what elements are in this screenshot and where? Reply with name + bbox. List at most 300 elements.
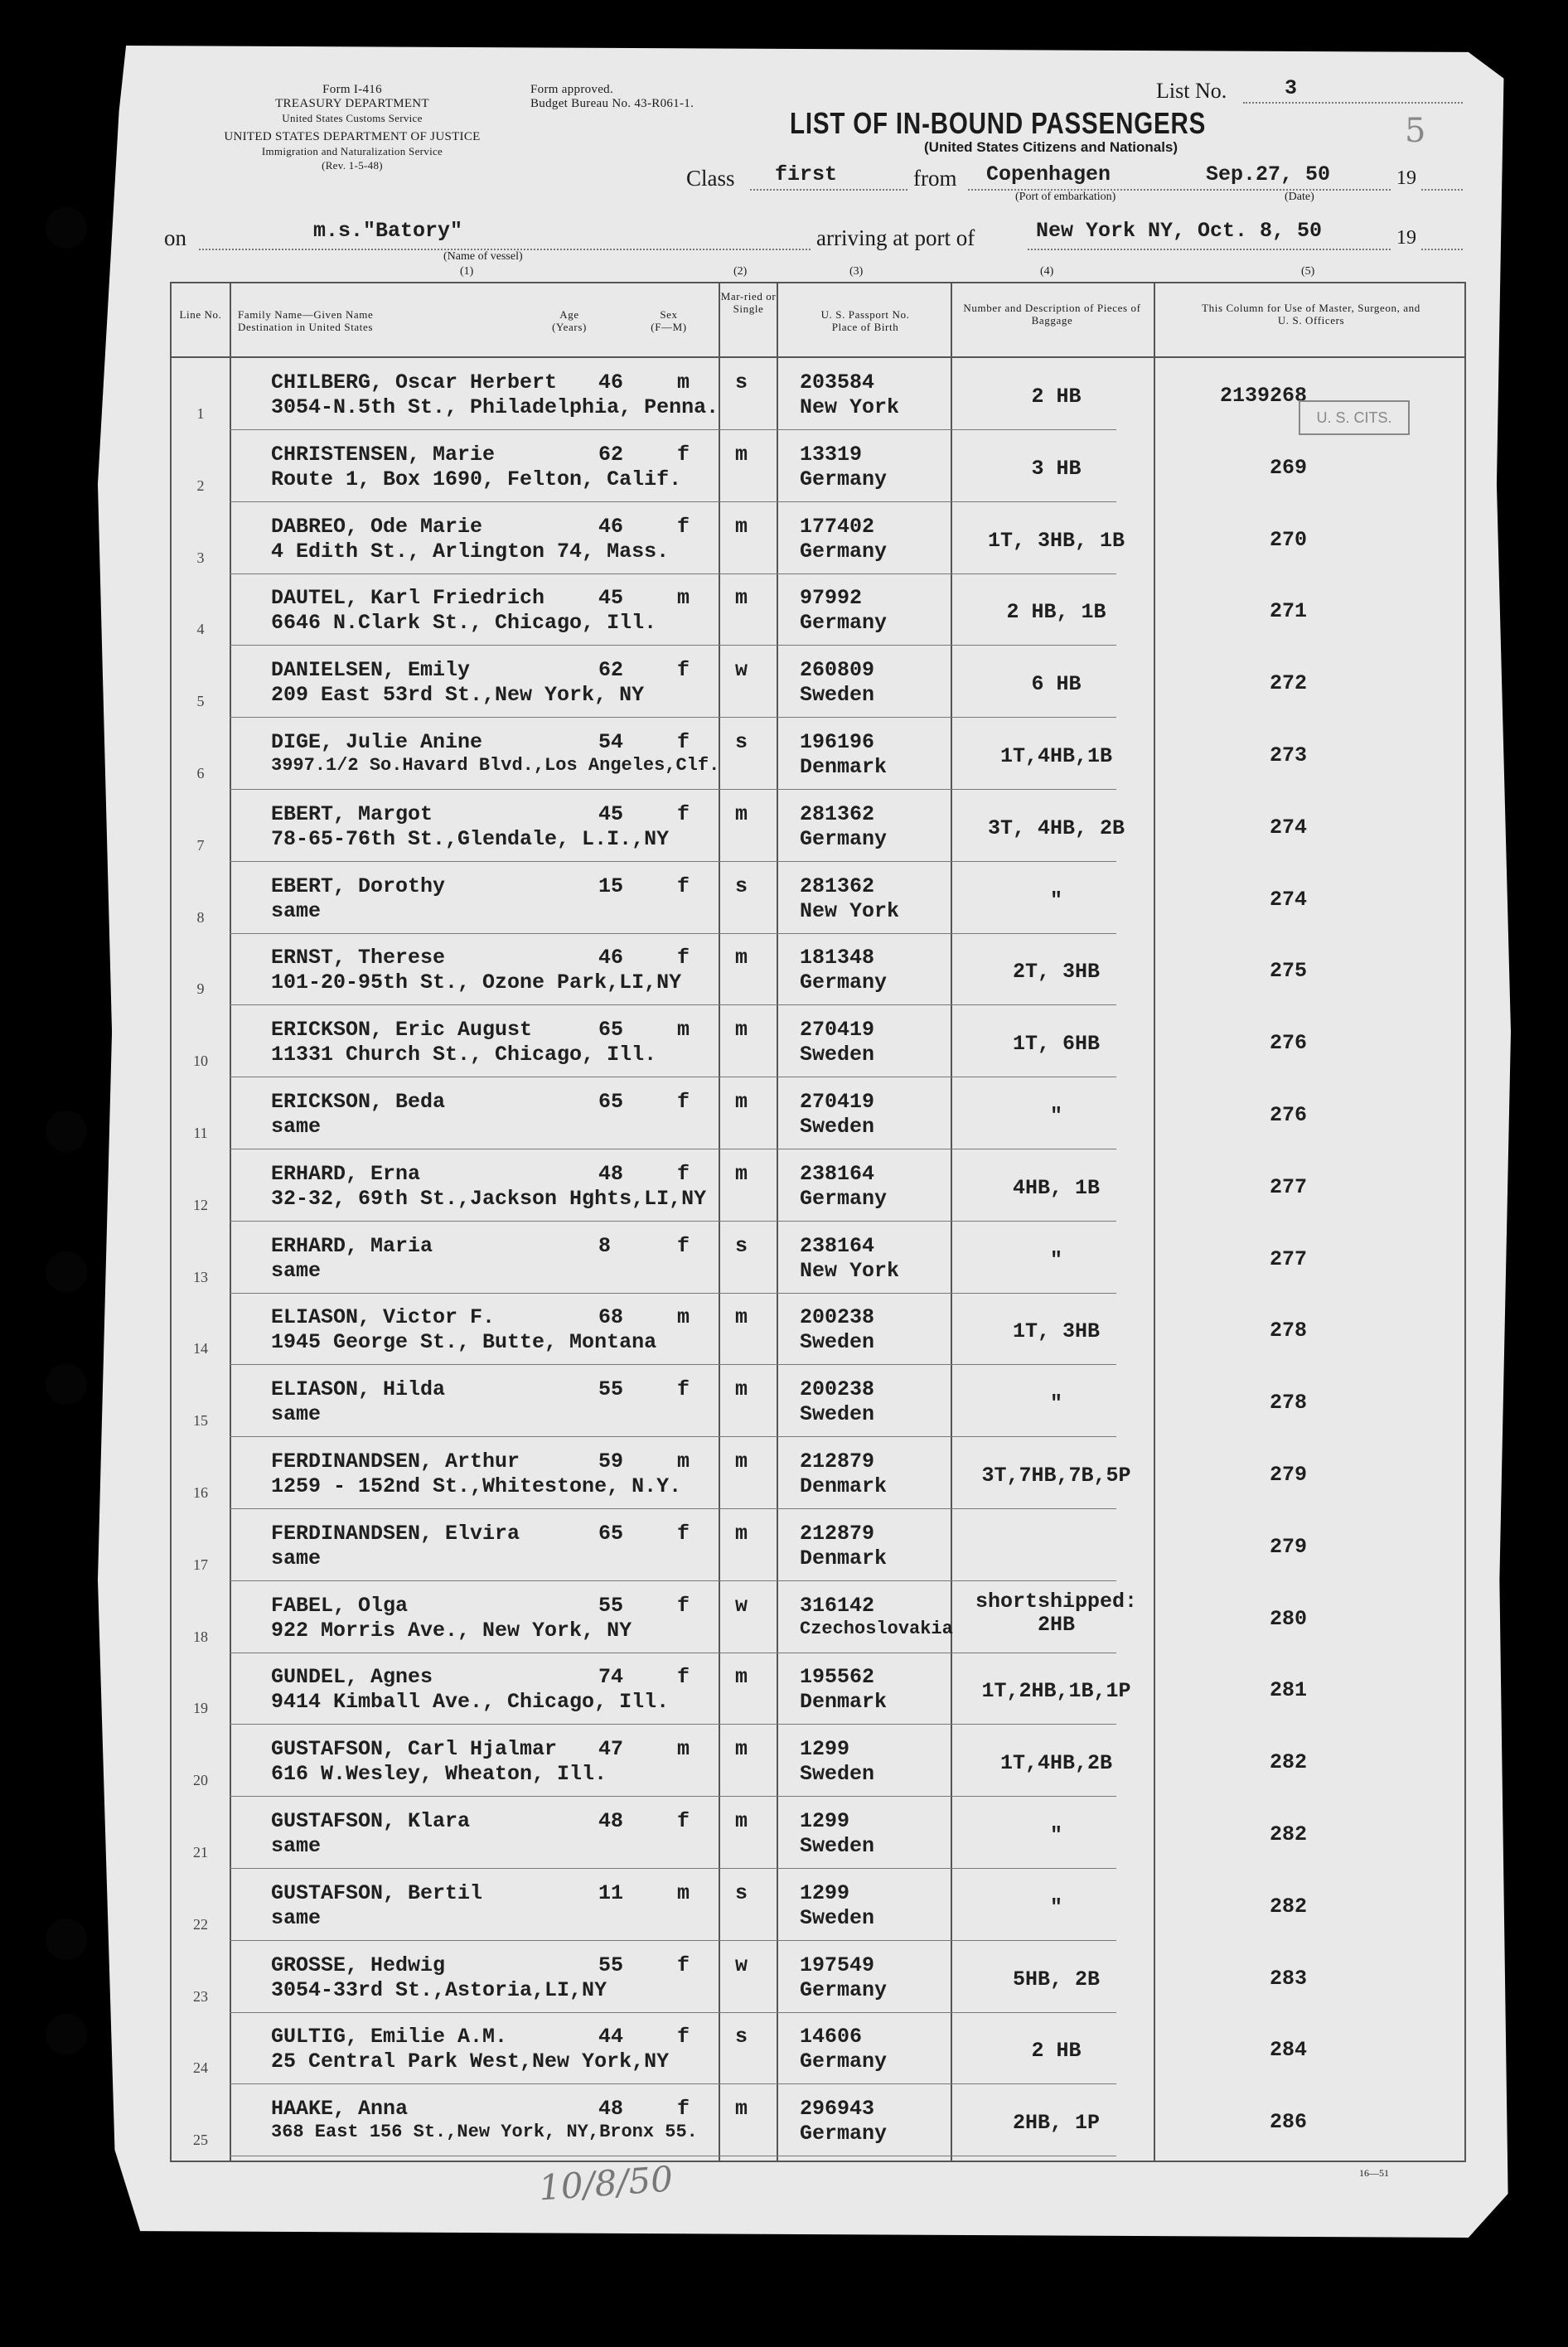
marital-status: m [735, 1018, 748, 1043]
destination: 11331 Church St., Chicago, Ill. [271, 1043, 657, 1067]
age: 55 [598, 1953, 624, 1977]
destination: Route 1, Box 1690, Felton, Calif. [271, 467, 682, 491]
sex: f [677, 1521, 690, 1546]
page-mark: 5 [1405, 112, 1426, 150]
vessel-field [199, 224, 811, 250]
line-number: 9 [196, 980, 205, 998]
officer-number: 280 [1269, 1606, 1307, 1631]
birthplace: Germany [800, 970, 888, 995]
justice-block [162, 130, 543, 172]
column-number-3: (3) [849, 265, 864, 278]
baggage: " [1049, 1391, 1062, 1416]
baggage: " [1049, 1895, 1062, 1919]
destination: 6646 N.Clark St., Chicago, Ill. [271, 611, 657, 636]
passenger-name: ERICKSON, Eric August [271, 1018, 533, 1043]
departure-date: Sep.27, 50 [1206, 162, 1331, 186]
baggage: 3T,7HB,7B,5P [981, 1464, 1131, 1488]
table-row [172, 1870, 1464, 1941]
passenger-name: HAAKE, Anna [271, 2097, 409, 2122]
passenger-name: EBERT, Margot [271, 801, 433, 826]
age: 44 [598, 2025, 624, 2049]
from-value: Copenhagen [986, 162, 1111, 186]
line-number: 19 [193, 1700, 208, 1717]
destination: 616 W.Wesley, Wheaton, Ill. [271, 1762, 607, 1787]
age: 48 [598, 1809, 624, 1833]
destination: 368 East 156 St.,New York, NY,Bronx 55. [271, 2122, 698, 2143]
marital-status: m [735, 1161, 748, 1186]
passport-number: 200238 [800, 1377, 875, 1402]
destination: same [271, 898, 322, 923]
marital-status: s [735, 2025, 748, 2049]
column-header-officers: This Column for Use of Master, Surgeon, and U. S. Officers [1202, 302, 1420, 327]
table-row [172, 1438, 1464, 1509]
sex: m [677, 586, 690, 611]
baggage: 4HB, 1B [1012, 1175, 1101, 1200]
passport-number: 181348 [800, 946, 875, 970]
officer-number: 269 [1269, 455, 1307, 480]
destination: same [271, 1834, 322, 1858]
line-number: 16 [193, 1484, 208, 1501]
department-sub: United States Customs Service [282, 112, 423, 124]
justice-department: UNITED STATES DEPARTMENT OF JUSTICE [224, 130, 481, 143]
passenger-name: FERDINANDSEN, Arthur [271, 1449, 520, 1474]
passenger-name: CHILBERG, Oscar Herbert [271, 370, 558, 394]
passenger-name: GULTIG, Emilie A.M. [271, 2025, 508, 2049]
punch-hole [46, 1919, 87, 1960]
baggage: " [1049, 888, 1062, 912]
age: 54 [598, 730, 624, 754]
sex: m [677, 370, 690, 394]
destination: 78-65-76th St.,Glendale, L.I.,NY [271, 826, 670, 851]
marital-status: m [735, 2097, 748, 2122]
table-row [172, 791, 1464, 862]
officer-number: 282 [1269, 1822, 1307, 1846]
class-value: first [775, 162, 838, 186]
marital-status: m [735, 1305, 748, 1330]
passenger-name: GUSTAFSON, Carl Hjalmar [271, 1737, 558, 1762]
port-caption: (Port of embarkation) [1015, 191, 1116, 203]
form-number: Form I-416 [322, 83, 382, 96]
table-row [172, 2013, 1464, 2084]
passport-number: 238164 [800, 1161, 875, 1186]
officer-number: 275 [1269, 959, 1307, 984]
table-row [172, 1725, 1464, 1797]
column-header-sex [632, 308, 706, 333]
line-number: 24 [193, 2059, 208, 2077]
destination: 4 Edith St., Arlington 74, Mass. [271, 539, 670, 564]
list-no-field [1243, 77, 1463, 104]
sex: f [677, 1593, 690, 1618]
table-row [172, 1078, 1464, 1149]
baggage: 2 HB [1031, 385, 1082, 409]
passenger-name: GUSTAFSON, Bertil [271, 1880, 483, 1905]
baggage: " [1049, 1823, 1062, 1847]
punch-hole [46, 2014, 87, 2055]
marital-status: m [735, 801, 748, 826]
sex: f [677, 2097, 690, 2122]
passport-number: 197549 [800, 1953, 875, 1977]
baggage: 1T,2HB,1B,1P [981, 1679, 1131, 1704]
officer-number: 277 [1269, 1246, 1307, 1271]
age: 55 [598, 1377, 624, 1402]
line-number: 14 [193, 1340, 208, 1357]
table-row [172, 1006, 1464, 1077]
table-row [172, 1150, 1464, 1222]
sex: f [677, 1665, 690, 1690]
column-header-name [238, 308, 511, 333]
table-row [172, 574, 1464, 646]
marital-status: m [735, 946, 748, 970]
sex: m [677, 1305, 690, 1330]
line-number: 7 [196, 836, 205, 854]
marital-status: m [735, 1377, 748, 1402]
table-row [172, 2085, 1464, 2156]
table-row [172, 1510, 1464, 1581]
sex: f [677, 730, 690, 754]
passport-number: 14606 [800, 2025, 863, 2049]
sex: m [677, 1737, 690, 1762]
birthplace: Sweden [800, 1834, 875, 1858]
baggage: shortshipped: 2HB [975, 1589, 1138, 1637]
line-number: 20 [193, 1772, 208, 1789]
passenger-name: DABREO, Ode Marie [271, 514, 483, 539]
punch-hole [46, 1251, 87, 1293]
passenger-name: EBERT, Dorothy [271, 873, 446, 898]
marital-status: s [735, 730, 748, 754]
birthplace: Sweden [800, 1115, 875, 1139]
passport-number: 1299 [800, 1737, 850, 1762]
age: 46 [598, 946, 624, 970]
marital-status: s [735, 1880, 748, 1905]
age: 8 [598, 1233, 612, 1258]
column-header-line-no: Line No. [179, 308, 222, 321]
marital-status: m [735, 1090, 748, 1114]
birthplace: Germany [800, 2122, 888, 2146]
officer-number: 277 [1269, 1174, 1307, 1199]
birthplace: Sweden [800, 1402, 875, 1427]
marital-status: m [735, 1809, 748, 1833]
birthplace: Sweden [800, 1330, 875, 1355]
table-row [172, 646, 1464, 718]
baggage: 3 HB [1031, 456, 1082, 481]
line-number: 2 [196, 477, 205, 494]
birthplace: Denmark [800, 1690, 888, 1715]
destination: 101-20-95th St., Ozone Park,LI,NY [271, 970, 682, 995]
column-header-passport [786, 308, 944, 333]
marital-status: s [735, 873, 748, 898]
birthplace: Denmark [800, 755, 888, 779]
marital-status: m [735, 586, 748, 611]
sex: f [677, 2025, 690, 2049]
birthplace: Denmark [800, 1474, 888, 1498]
birthplace: Germany [800, 539, 888, 564]
line-number: 5 [196, 693, 205, 710]
age: 65 [598, 1090, 624, 1114]
department-name: TREASURY DEPARTMENT [275, 97, 429, 110]
destination: same [271, 1402, 322, 1427]
column-header-baggage: Number and Description of Pieces of Baggage [963, 302, 1141, 327]
sex: f [677, 801, 690, 826]
birthplace: Germany [800, 611, 888, 636]
passenger-name: GUSTAFSON, Klara [271, 1809, 471, 1833]
sex: m [677, 1449, 690, 1474]
list-no-value: 3 [1285, 76, 1298, 100]
line-number: 15 [193, 1412, 208, 1430]
birthplace-header: Place of Birth [831, 321, 899, 333]
birthplace: Germany [800, 2049, 888, 2074]
age: 65 [598, 1521, 624, 1546]
passport-number: 316142 [800, 1593, 875, 1618]
class-label: Class [686, 166, 735, 191]
line-number: 23 [193, 1987, 208, 2005]
line-number: 21 [193, 1844, 208, 1861]
marital-status: w [735, 1953, 748, 1977]
sex: f [677, 1090, 690, 1114]
officer-number: 278 [1269, 1319, 1307, 1343]
age: 15 [598, 873, 624, 898]
marital-status: m [735, 514, 748, 539]
destination: 1945 George St., Butte, Montana [271, 1330, 657, 1355]
line-number: 17 [193, 1556, 208, 1573]
marital-status: w [735, 1593, 748, 1618]
officer-number: 276 [1269, 1103, 1307, 1127]
page-subtitle: (United States Citizens and Nationals) [924, 139, 1178, 155]
age: 45 [598, 586, 624, 611]
birthplace: Germany [800, 1977, 888, 2002]
table-row [172, 1294, 1464, 1365]
age: 48 [598, 2097, 624, 2122]
sex: m [677, 1018, 690, 1043]
marital-status: s [735, 370, 748, 394]
officer-number: 283 [1269, 1966, 1307, 1991]
punch-hole [46, 1111, 87, 1152]
sex-header: Sex [660, 308, 678, 321]
punch-hole [46, 207, 87, 249]
age: 11 [598, 1880, 624, 1905]
line-number: 4 [196, 621, 205, 638]
baggage: 1T, 6HB [1012, 1032, 1101, 1057]
punch-hole [46, 1363, 87, 1405]
destination: same [271, 1115, 322, 1139]
baggage: 2 HB, 1B [1006, 600, 1106, 625]
sex: f [677, 658, 690, 683]
age: 55 [598, 1593, 624, 1618]
column-number-2: (2) [733, 265, 748, 278]
marital-status: m [735, 1665, 748, 1690]
arriving-label: arriving at port of [816, 225, 975, 250]
footer-code: 16—51 [1359, 2167, 1389, 2179]
passport-number: 238164 [800, 1233, 875, 1258]
vessel-caption: (Name of vessel) [443, 250, 523, 263]
baggage: 3T, 4HB, 2B [987, 815, 1125, 840]
sex: m [677, 1880, 690, 1905]
table-row [172, 503, 1464, 574]
passport-number: 260809 [800, 658, 875, 683]
birthplace: Czechoslovakia [800, 1618, 953, 1639]
passport-number: 177402 [800, 514, 875, 539]
age: 47 [598, 1737, 624, 1762]
age: 46 [598, 370, 624, 394]
form-agency-block [220, 83, 485, 125]
column-number-5: (5) [1301, 265, 1315, 278]
baggage: 1T,4HB,2B [999, 1751, 1113, 1776]
sex: f [677, 1161, 690, 1186]
passport-number: 270419 [800, 1090, 875, 1114]
form-approved: Form approved. [530, 83, 614, 96]
destination: same [271, 1905, 322, 1930]
sex: f [677, 873, 690, 898]
marital-status: m [735, 442, 748, 467]
table-row [172, 719, 1464, 790]
officer-number: 282 [1269, 1750, 1307, 1775]
approval-block [530, 83, 762, 111]
sex: f [677, 1377, 690, 1402]
budget-bureau: Budget Bureau No. 43-R061-1. [530, 97, 694, 110]
line-number: 8 [196, 908, 205, 926]
age: 68 [598, 1305, 624, 1330]
line-number: 3 [196, 549, 205, 566]
birthplace: Sweden [800, 1905, 875, 1930]
vessel-name: m.s."Batory" [313, 219, 463, 243]
table-row [172, 1366, 1464, 1437]
destination: 209 East 53rd St.,New York, NY [271, 683, 645, 708]
officer-number: 276 [1269, 1031, 1307, 1056]
list-no-label: List No. [1156, 79, 1227, 103]
name-header: Family Name—Given Name [238, 308, 374, 321]
passport-number: 195562 [800, 1665, 875, 1690]
destination-header: Destination in United States [238, 321, 374, 333]
passenger-name: GUNDEL, Agnes [271, 1665, 433, 1690]
on-label: on [164, 225, 186, 250]
marital-status: m [735, 1449, 748, 1474]
passenger-name: ERNST, Therese [271, 946, 446, 970]
birthplace: Germany [800, 1186, 888, 1211]
passport-number: 97992 [800, 586, 863, 611]
birthplace: New York [800, 395, 900, 419]
date-caption: (Date) [1285, 191, 1314, 203]
officer-number: 272 [1269, 671, 1307, 696]
column-header-age [532, 308, 607, 333]
passport-header: U. S. Passport No. [820, 308, 910, 321]
passenger-name: ERICKSON, Beda [271, 1090, 446, 1114]
baggage: 2HB, 1P [1012, 2111, 1101, 2136]
officer-number: 2139268 [1219, 384, 1307, 408]
passport-number: 1299 [800, 1809, 850, 1833]
line-number: 22 [193, 1915, 208, 1933]
table-row [172, 863, 1464, 934]
sex: f [677, 1233, 690, 1258]
line-number: 12 [193, 1196, 208, 1213]
passport-number: 281362 [800, 873, 875, 898]
baggage: 2 HB [1031, 2039, 1082, 2064]
passenger-name: ERHARD, Erna [271, 1161, 421, 1186]
passenger-name: DAUTEL, Karl Friedrich [271, 586, 545, 611]
passport-number: 13319 [800, 442, 863, 467]
citizenship-stamp: U. S. CITS. [1299, 400, 1410, 435]
line-number: 18 [193, 1628, 208, 1645]
sex: f [677, 1809, 690, 1833]
age: 74 [598, 1665, 624, 1690]
baggage: 1T, 3HB, 1B [987, 528, 1125, 553]
sex: f [677, 1953, 690, 1977]
age-header: Age [559, 308, 579, 321]
age: 45 [598, 801, 624, 826]
officer-number: 279 [1269, 1463, 1307, 1487]
line-number: 11 [193, 1125, 208, 1141]
table-row [172, 934, 1464, 1005]
passenger-name: ELIASON, Victor F. [271, 1305, 496, 1330]
table-row [172, 431, 1464, 502]
column-number-1: (1) [460, 265, 474, 278]
table-row [172, 1222, 1464, 1294]
marital-status: w [735, 658, 748, 683]
baggage: 1T,4HB,1B [999, 744, 1113, 768]
officer-number: 274 [1269, 887, 1307, 912]
justice-sub: Immigration and Naturalization Service [261, 145, 443, 157]
passport-number: 212879 [800, 1449, 875, 1474]
year-prefix-2: 19 [1396, 227, 1416, 249]
sex: f [677, 442, 690, 467]
destination: 25 Central Park West,New York,NY [271, 2049, 670, 2074]
year-prefix: 19 [1396, 167, 1416, 189]
birthplace: New York [800, 1258, 900, 1283]
destination: 3997.1/2 So.Havard Blvd.,Los Angeles,Clf. [271, 755, 720, 776]
age: 48 [598, 1161, 624, 1186]
passenger-name: GROSSE, Hedwig [271, 1953, 446, 1977]
passenger-name: DANIELSEN, Emily [271, 658, 471, 683]
marital-status: m [735, 1521, 748, 1546]
passenger-table [170, 282, 1466, 2162]
passenger-name: FERDINANDSEN, Elvira [271, 1521, 520, 1546]
officer-number: 273 [1269, 743, 1307, 767]
destination: 9414 Kimball Ave., Chicago, Ill. [271, 1690, 670, 1715]
birthplace: Germany [800, 826, 888, 851]
destination: 922 Morris Ave., New York, NY [271, 1618, 632, 1643]
line-number: 25 [193, 2132, 208, 2149]
officer-number: 279 [1269, 1534, 1307, 1559]
age: 65 [598, 1018, 624, 1043]
revision-date: (Rev. 1-5-48) [322, 159, 383, 172]
passport-number: 296943 [800, 2097, 875, 2122]
birthplace: Sweden [800, 1043, 875, 1067]
table-row [172, 1942, 1464, 2013]
age: 46 [598, 514, 624, 539]
officer-number: 274 [1269, 815, 1307, 840]
passport-number: 281362 [800, 801, 875, 826]
baggage: " [1049, 1104, 1062, 1128]
table-row [172, 1798, 1464, 1869]
handwritten-date: 10/8/50 [537, 2158, 675, 2209]
passport-number: 212879 [800, 1521, 875, 1546]
birthplace: Sweden [800, 683, 875, 708]
passport-number: 200238 [800, 1305, 875, 1330]
passport-number: 203584 [800, 370, 875, 394]
age-sub-header: (Years) [552, 321, 587, 333]
table-row [172, 1582, 1464, 1653]
birthplace: New York [800, 898, 900, 923]
baggage: 2T, 3HB [1012, 960, 1101, 985]
destination: same [271, 1258, 322, 1283]
sex: f [677, 514, 690, 539]
age: 62 [598, 658, 624, 683]
baggage: 6 HB [1031, 672, 1082, 697]
baggage: 1T, 3HB [1012, 1319, 1101, 1344]
destination: 1259 - 152nd St.,Whitestone, N.Y. [271, 1474, 682, 1498]
column-header-married: Mar-ried or Single [720, 290, 777, 315]
officer-number: 286 [1269, 2110, 1307, 2135]
age: 59 [598, 1449, 624, 1474]
year-field [1421, 164, 1463, 191]
